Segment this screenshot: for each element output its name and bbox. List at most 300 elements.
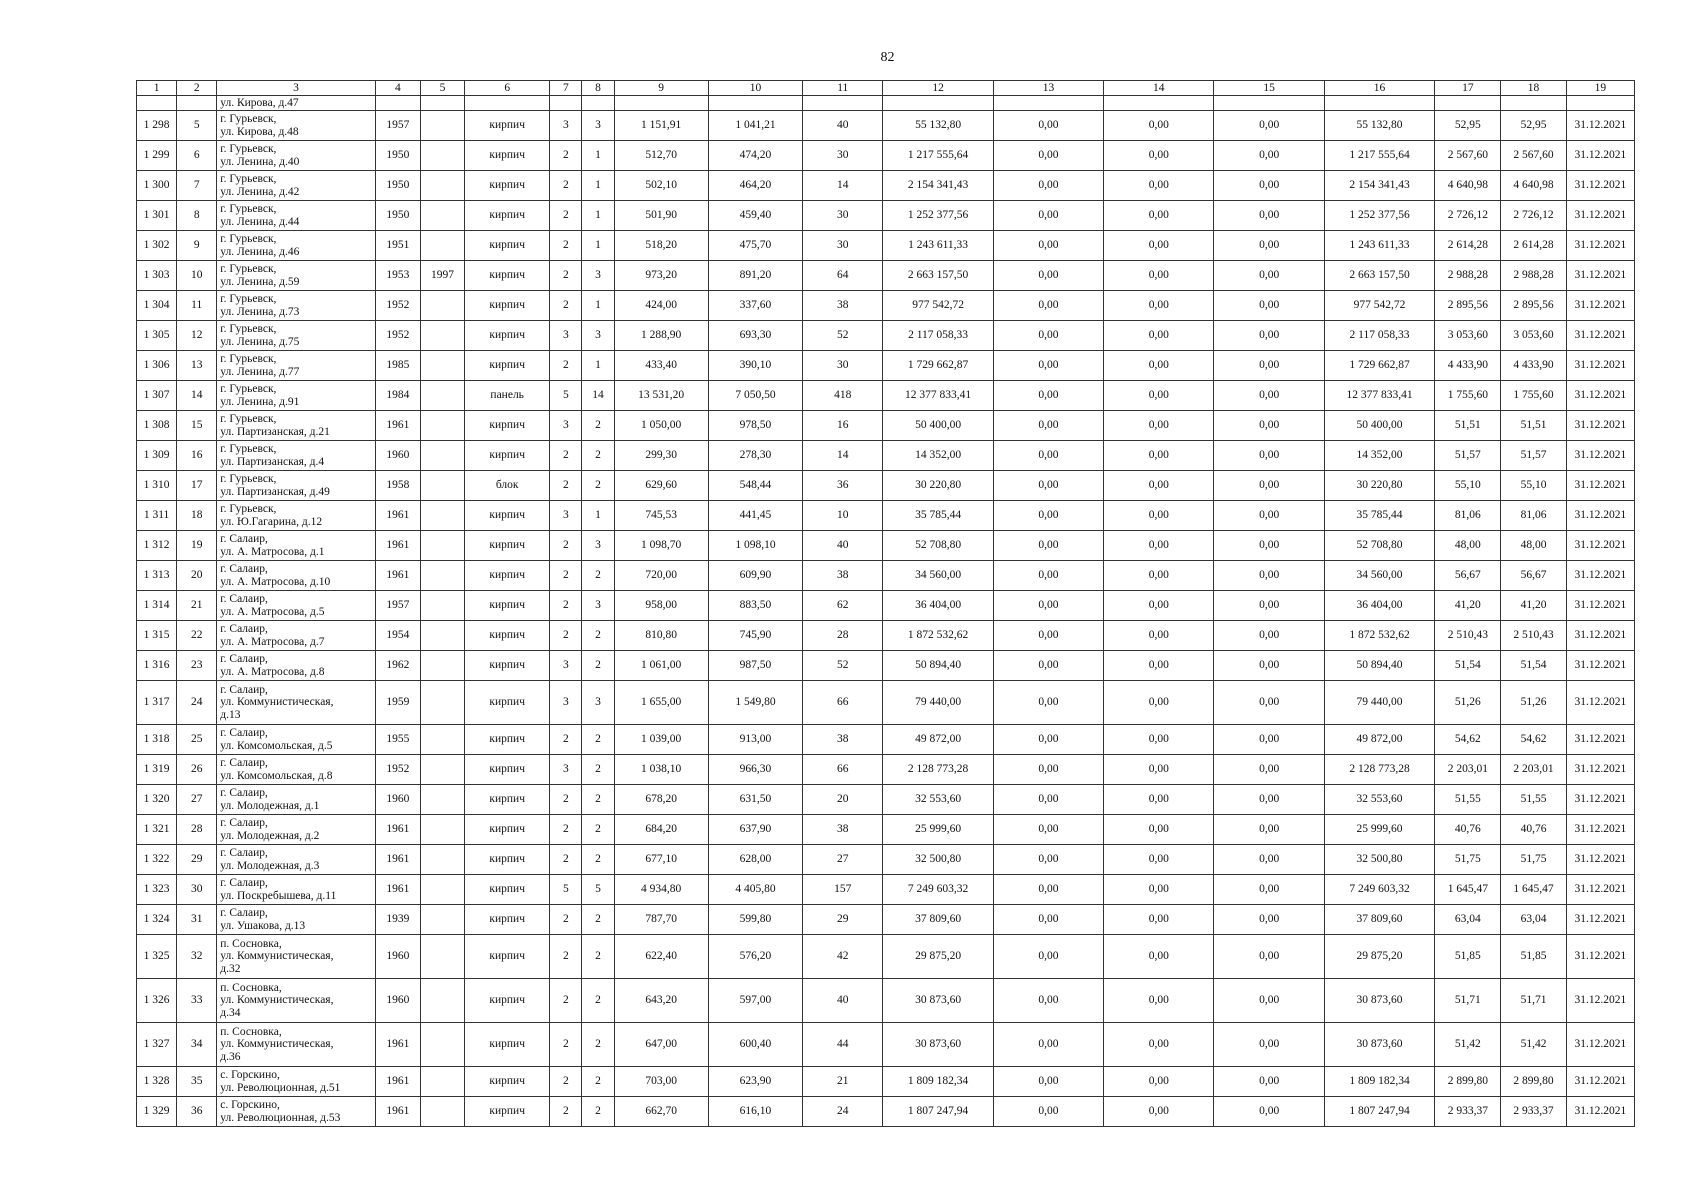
empty-cell xyxy=(803,96,883,111)
floors-cell: 2 xyxy=(550,561,582,591)
index-cell: 15 xyxy=(177,411,217,441)
reconstruction-year-cell xyxy=(420,471,464,501)
total-area-cell: 958,00 xyxy=(614,591,708,621)
total-area-cell: 1 098,70 xyxy=(614,531,708,561)
total-area-cell: 512,70 xyxy=(614,141,708,171)
total-cost-cell: 35 785,44 xyxy=(883,501,993,531)
address-line: ул. Молодежная, д.1 xyxy=(220,799,320,812)
address-line: п. Сосновка, xyxy=(220,982,282,995)
col16-cell: 25 999,60 xyxy=(1324,815,1434,845)
living-area-cell: 883,50 xyxy=(708,591,802,621)
reconstruction-year-cell xyxy=(420,351,464,381)
col14-cell: 0,00 xyxy=(1104,591,1214,621)
index-cell: 25 xyxy=(177,725,217,755)
address-line: ул. Кирова, д.47 xyxy=(220,96,299,109)
col15-cell: 0,00 xyxy=(1214,171,1324,201)
address-line: г. Салаир, xyxy=(220,787,268,800)
address-line: ул. Молодежная, д.2 xyxy=(220,829,320,842)
col14-cell: 0,00 xyxy=(1104,141,1214,171)
registry-number-cell: 1 312 xyxy=(137,531,177,561)
entrances-cell: 2 xyxy=(582,785,614,815)
col13-cell: 0,00 xyxy=(993,1067,1103,1097)
col14-cell: 0,00 xyxy=(1104,1023,1214,1067)
address-cell xyxy=(217,815,376,845)
col18-cell: 2 895,56 xyxy=(1501,291,1566,321)
entrances-cell: 2 xyxy=(582,979,614,1023)
floors-cell: 2 xyxy=(550,621,582,651)
living-area-cell: 1 549,80 xyxy=(708,681,802,725)
total-cost-cell: 1 252 377,56 xyxy=(883,201,993,231)
reconstruction-year-cell xyxy=(420,1023,464,1067)
reconstruction-year-cell xyxy=(420,411,464,441)
living-area-cell: 441,45 xyxy=(708,501,802,531)
table-row xyxy=(137,291,1635,321)
col17-cell: 2 614,28 xyxy=(1435,231,1501,261)
index-cell: 14 xyxy=(177,381,217,411)
entrances-cell: 2 xyxy=(582,651,614,681)
table-row xyxy=(137,935,1635,979)
deadline-cell: 31.12.2021 xyxy=(1566,351,1634,381)
address-cell xyxy=(217,1097,376,1127)
residents-cell: 30 xyxy=(803,201,883,231)
address-line: г. Салаир, xyxy=(220,684,268,697)
table-row xyxy=(137,905,1635,935)
col18-cell: 4 433,90 xyxy=(1501,351,1566,381)
address-line: ул. Ленина, д.73 xyxy=(220,305,300,318)
wall-material-cell: кирпич xyxy=(465,785,550,815)
col17-cell: 41,20 xyxy=(1435,591,1501,621)
col15-cell: 0,00 xyxy=(1214,471,1324,501)
index-cell: 21 xyxy=(177,591,217,621)
reconstruction-year-cell xyxy=(420,875,464,905)
col15-cell: 0,00 xyxy=(1214,875,1324,905)
col18-cell: 1 645,47 xyxy=(1501,875,1566,905)
col13-cell: 0,00 xyxy=(993,979,1103,1023)
residents-cell: 14 xyxy=(803,441,883,471)
year-built-cell: 1962 xyxy=(375,651,420,681)
reconstruction-year-cell xyxy=(420,681,464,725)
year-built-cell: 1961 xyxy=(375,1097,420,1127)
floors-cell: 3 xyxy=(550,651,582,681)
address-cell xyxy=(217,561,376,591)
deadline-cell: 31.12.2021 xyxy=(1566,621,1634,651)
year-built-cell: 1955 xyxy=(375,725,420,755)
reconstruction-year-cell xyxy=(420,785,464,815)
entrances-cell: 3 xyxy=(582,111,614,141)
total-area-cell: 745,53 xyxy=(614,501,708,531)
col17-cell: 51,75 xyxy=(1435,845,1501,875)
living-area-cell: 337,60 xyxy=(708,291,802,321)
address-cell xyxy=(217,351,376,381)
total-area-cell: 13 531,20 xyxy=(614,381,708,411)
floors-cell: 2 xyxy=(550,815,582,845)
total-cost-cell: 50 894,40 xyxy=(883,651,993,681)
col18-cell: 48,00 xyxy=(1501,531,1566,561)
col15-cell: 0,00 xyxy=(1214,531,1324,561)
deadline-cell: 31.12.2021 xyxy=(1566,291,1634,321)
col18-cell: 3 053,60 xyxy=(1501,321,1566,351)
residents-cell: 64 xyxy=(803,261,883,291)
address-line: г. Салаир, xyxy=(220,877,268,890)
deadline-cell: 31.12.2021 xyxy=(1566,591,1634,621)
wall-material-cell: кирпич xyxy=(465,875,550,905)
address-cell xyxy=(217,141,376,171)
reconstruction-year-cell xyxy=(420,905,464,935)
wall-material-cell: кирпич xyxy=(465,651,550,681)
entrances-cell: 1 xyxy=(582,291,614,321)
deadline-cell: 31.12.2021 xyxy=(1566,681,1634,725)
address-line: г. Гурьевск, xyxy=(220,383,277,396)
floors-cell: 2 xyxy=(550,725,582,755)
entrances-cell: 3 xyxy=(582,681,614,725)
address-line: ул. Ленина, д.59 xyxy=(220,275,300,288)
wall-material-cell: кирпич xyxy=(465,501,550,531)
residents-cell: 52 xyxy=(803,651,883,681)
table-row xyxy=(137,321,1635,351)
deadline-cell: 31.12.2021 xyxy=(1566,1097,1634,1127)
index-cell: 32 xyxy=(177,935,217,979)
residents-cell: 66 xyxy=(803,755,883,785)
total-cost-cell: 37 809,60 xyxy=(883,905,993,935)
column-number-header: 8 xyxy=(582,81,614,96)
registry-number-cell: 1 328 xyxy=(137,1067,177,1097)
year-built-cell: 1960 xyxy=(375,785,420,815)
table-row xyxy=(137,845,1635,875)
reconstruction-year-cell xyxy=(420,201,464,231)
residents-cell: 38 xyxy=(803,561,883,591)
floors-cell: 5 xyxy=(550,381,582,411)
col13-cell: 0,00 xyxy=(993,755,1103,785)
living-area-cell: 966,30 xyxy=(708,755,802,785)
total-area-cell: 677,10 xyxy=(614,845,708,875)
living-area-cell: 693,30 xyxy=(708,321,802,351)
total-area-cell: 433,40 xyxy=(614,351,708,381)
col14-cell: 0,00 xyxy=(1104,979,1214,1023)
wall-material-cell: кирпич xyxy=(465,141,550,171)
total-area-cell: 720,00 xyxy=(614,561,708,591)
col16-cell: 50 400,00 xyxy=(1324,411,1434,441)
continuation-row xyxy=(137,96,1635,111)
table-row xyxy=(137,621,1635,651)
floors-cell: 2 xyxy=(550,979,582,1023)
year-built-cell: 1951 xyxy=(375,231,420,261)
address-line: ул. Революционная, д.51 xyxy=(220,1081,341,1094)
residents-cell: 38 xyxy=(803,815,883,845)
empty-cell xyxy=(1214,96,1324,111)
column-number-header: 15 xyxy=(1214,81,1324,96)
col17-cell: 51,26 xyxy=(1435,681,1501,725)
registry-number-cell: 1 325 xyxy=(137,935,177,979)
residents-cell: 62 xyxy=(803,591,883,621)
residents-cell: 44 xyxy=(803,1023,883,1067)
col16-cell: 1 807 247,94 xyxy=(1324,1097,1434,1127)
address-line: ул. А. Матросова, д.1 xyxy=(220,545,325,558)
col17-cell: 2 510,43 xyxy=(1435,621,1501,651)
index-cell: 8 xyxy=(177,201,217,231)
col17-cell: 51,57 xyxy=(1435,441,1501,471)
address-cell xyxy=(217,755,376,785)
index-cell: 24 xyxy=(177,681,217,725)
reconstruction-year-cell xyxy=(420,815,464,845)
total-area-cell: 678,20 xyxy=(614,785,708,815)
col16-cell: 79 440,00 xyxy=(1324,681,1434,725)
col16-cell: 1 252 377,56 xyxy=(1324,201,1434,231)
col16-cell: 12 377 833,41 xyxy=(1324,381,1434,411)
col17-cell: 2 726,12 xyxy=(1435,201,1501,231)
living-area-cell: 4 405,80 xyxy=(708,875,802,905)
total-area-cell: 622,40 xyxy=(614,935,708,979)
total-area-cell: 299,30 xyxy=(614,441,708,471)
col13-cell: 0,00 xyxy=(993,1097,1103,1127)
floors-cell: 5 xyxy=(550,875,582,905)
address-line: г. Салаир, xyxy=(220,593,268,606)
col15-cell: 0,00 xyxy=(1214,351,1324,381)
col14-cell: 0,00 xyxy=(1104,231,1214,261)
address-line: ул. Партизанская, д.49 xyxy=(220,485,330,498)
index-cell: 36 xyxy=(177,1097,217,1127)
address-cell xyxy=(217,441,376,471)
deadline-cell: 31.12.2021 xyxy=(1566,875,1634,905)
col14-cell: 0,00 xyxy=(1104,321,1214,351)
registry-number-cell: 1 308 xyxy=(137,411,177,441)
col17-cell: 51,55 xyxy=(1435,785,1501,815)
entrances-cell: 5 xyxy=(582,875,614,905)
floors-cell: 2 xyxy=(550,261,582,291)
year-built-cell: 1950 xyxy=(375,171,420,201)
floors-cell: 2 xyxy=(550,471,582,501)
residents-cell: 38 xyxy=(803,725,883,755)
address-line: ул. Ушакова, д.13 xyxy=(220,919,306,932)
entrances-cell: 2 xyxy=(582,411,614,441)
col13-cell: 0,00 xyxy=(993,231,1103,261)
col18-cell: 2 614,28 xyxy=(1501,231,1566,261)
col18-cell: 4 640,98 xyxy=(1501,171,1566,201)
address-line: г. Гурьевск, xyxy=(220,293,277,306)
address-line: ул. А. Матросова, д.10 xyxy=(220,575,331,588)
reconstruction-year-cell xyxy=(420,755,464,785)
entrances-cell: 1 xyxy=(582,201,614,231)
col13-cell: 0,00 xyxy=(993,681,1103,725)
col16-cell: 2 154 341,43 xyxy=(1324,171,1434,201)
year-built-cell: 1984 xyxy=(375,381,420,411)
floors-cell: 2 xyxy=(550,1067,582,1097)
address-line: ул. Ленина, д.75 xyxy=(220,335,300,348)
floors-cell: 3 xyxy=(550,111,582,141)
col18-cell: 40,76 xyxy=(1501,815,1566,845)
col16-cell: 14 352,00 xyxy=(1324,441,1434,471)
wall-material-cell: кирпич xyxy=(465,725,550,755)
col14-cell: 0,00 xyxy=(1104,171,1214,201)
year-built-cell: 1952 xyxy=(375,291,420,321)
index-cell: 26 xyxy=(177,755,217,785)
living-area-cell: 576,20 xyxy=(708,935,802,979)
living-area-cell: 597,00 xyxy=(708,979,802,1023)
address-cell xyxy=(217,291,376,321)
wall-material-cell: кирпич xyxy=(465,351,550,381)
reconstruction-year-cell xyxy=(420,845,464,875)
col16-cell: 1 809 182,34 xyxy=(1324,1067,1434,1097)
col15-cell: 0,00 xyxy=(1214,725,1324,755)
reconstruction-year-cell: 1997 xyxy=(420,261,464,291)
address-cell xyxy=(217,785,376,815)
col16-cell: 55 132,80 xyxy=(1324,111,1434,141)
total-cost-cell: 1 807 247,94 xyxy=(883,1097,993,1127)
col14-cell: 0,00 xyxy=(1104,815,1214,845)
wall-material-cell: кирпич xyxy=(465,261,550,291)
col18-cell: 52,95 xyxy=(1501,111,1566,141)
page-number: 82 xyxy=(880,50,895,65)
floors-cell: 2 xyxy=(550,845,582,875)
col13-cell: 0,00 xyxy=(993,621,1103,651)
entrances-cell: 2 xyxy=(582,755,614,785)
living-area-cell: 628,00 xyxy=(708,845,802,875)
reconstruction-year-cell xyxy=(420,651,464,681)
index-cell: 12 xyxy=(177,321,217,351)
reconstruction-year-cell xyxy=(420,531,464,561)
table-row xyxy=(137,231,1635,261)
total-cost-cell: 2 128 773,28 xyxy=(883,755,993,785)
address-cell xyxy=(217,845,376,875)
wall-material-cell: кирпич xyxy=(465,441,550,471)
address-cell xyxy=(217,321,376,351)
address-cell xyxy=(217,96,376,111)
col18-cell: 2 933,37 xyxy=(1501,1097,1566,1127)
residents-cell: 29 xyxy=(803,905,883,935)
total-cost-cell: 12 377 833,41 xyxy=(883,381,993,411)
col18-cell: 2 988,28 xyxy=(1501,261,1566,291)
index-cell: 17 xyxy=(177,471,217,501)
deadline-cell: 31.12.2021 xyxy=(1566,111,1634,141)
residents-cell: 66 xyxy=(803,681,883,725)
column-number-row xyxy=(137,81,1635,96)
living-area-cell: 600,40 xyxy=(708,1023,802,1067)
year-built-cell: 1952 xyxy=(375,321,420,351)
address-line: ул. Партизанская, д.21 xyxy=(220,425,330,438)
index-cell: 34 xyxy=(177,1023,217,1067)
empty-cell xyxy=(582,96,614,111)
living-area-cell: 1 041,21 xyxy=(708,111,802,141)
col16-cell: 1 729 662,87 xyxy=(1324,351,1434,381)
residents-cell: 20 xyxy=(803,785,883,815)
registry-number-cell: 1 321 xyxy=(137,815,177,845)
empty-cell xyxy=(137,96,177,111)
address-line: г. Салаир, xyxy=(220,757,268,770)
empty-cell xyxy=(420,96,464,111)
col14-cell: 0,00 xyxy=(1104,471,1214,501)
registry-number-cell: 1 318 xyxy=(137,725,177,755)
address-line: д.34 xyxy=(220,1006,241,1019)
table-row xyxy=(137,111,1635,141)
col18-cell: 51,57 xyxy=(1501,441,1566,471)
col17-cell: 2 895,56 xyxy=(1435,291,1501,321)
address-cell xyxy=(217,111,376,141)
address-cell xyxy=(217,621,376,651)
col14-cell: 0,00 xyxy=(1104,935,1214,979)
empty-cell xyxy=(614,96,708,111)
total-cost-cell: 55 132,80 xyxy=(883,111,993,141)
col16-cell: 2 117 058,33 xyxy=(1324,321,1434,351)
living-area-cell: 390,10 xyxy=(708,351,802,381)
total-area-cell: 973,20 xyxy=(614,261,708,291)
total-area-cell: 787,70 xyxy=(614,905,708,935)
living-area-cell: 464,20 xyxy=(708,171,802,201)
col14-cell: 0,00 xyxy=(1104,501,1214,531)
col14-cell: 0,00 xyxy=(1104,1067,1214,1097)
wall-material-cell: кирпич xyxy=(465,979,550,1023)
floors-cell: 2 xyxy=(550,1097,582,1127)
col17-cell: 54,62 xyxy=(1435,725,1501,755)
address-line: г. Салаир, xyxy=(220,817,268,830)
col16-cell: 2 663 157,50 xyxy=(1324,261,1434,291)
col13-cell: 0,00 xyxy=(993,531,1103,561)
table-row xyxy=(137,141,1635,171)
wall-material-cell: кирпич xyxy=(465,171,550,201)
entrances-cell: 14 xyxy=(582,381,614,411)
residents-cell: 10 xyxy=(803,501,883,531)
entrances-cell: 2 xyxy=(582,471,614,501)
table-row xyxy=(137,501,1635,531)
col13-cell: 0,00 xyxy=(993,785,1103,815)
year-built-cell: 1960 xyxy=(375,935,420,979)
table-row xyxy=(137,201,1635,231)
col16-cell: 30 220,80 xyxy=(1324,471,1434,501)
total-cost-cell: 1 729 662,87 xyxy=(883,351,993,381)
empty-cell xyxy=(1104,96,1214,111)
deadline-cell: 31.12.2021 xyxy=(1566,561,1634,591)
col17-cell: 2 933,37 xyxy=(1435,1097,1501,1127)
deadline-cell: 31.12.2021 xyxy=(1566,531,1634,561)
registry-number-cell: 1 305 xyxy=(137,321,177,351)
year-built-cell: 1939 xyxy=(375,905,420,935)
col13-cell: 0,00 xyxy=(993,651,1103,681)
col17-cell: 40,76 xyxy=(1435,815,1501,845)
registry-number-cell: 1 313 xyxy=(137,561,177,591)
empty-cell xyxy=(1501,96,1566,111)
col15-cell: 0,00 xyxy=(1214,905,1324,935)
year-built-cell: 1961 xyxy=(375,501,420,531)
col15-cell: 0,00 xyxy=(1214,785,1324,815)
deadline-cell: 31.12.2021 xyxy=(1566,441,1634,471)
reconstruction-year-cell xyxy=(420,501,464,531)
address-cell xyxy=(217,1067,376,1097)
total-cost-cell: 32 500,80 xyxy=(883,845,993,875)
address-line: г. Салаир, xyxy=(220,653,268,666)
living-area-cell: 637,90 xyxy=(708,815,802,845)
col14-cell: 0,00 xyxy=(1104,621,1214,651)
deadline-cell: 31.12.2021 xyxy=(1566,785,1634,815)
year-built-cell: 1959 xyxy=(375,681,420,725)
deadline-cell: 31.12.2021 xyxy=(1566,935,1634,979)
col14-cell: 0,00 xyxy=(1104,351,1214,381)
col17-cell: 2 567,60 xyxy=(1435,141,1501,171)
deadline-cell: 31.12.2021 xyxy=(1566,845,1634,875)
total-area-cell: 502,10 xyxy=(614,171,708,201)
residents-cell: 36 xyxy=(803,471,883,501)
wall-material-cell: кирпич xyxy=(465,1097,550,1127)
index-cell: 22 xyxy=(177,621,217,651)
total-cost-cell: 25 999,60 xyxy=(883,815,993,845)
empty-cell xyxy=(177,96,217,111)
registry-number-cell: 1 311 xyxy=(137,501,177,531)
address-line: ул. Ленина, д.44 xyxy=(220,215,300,228)
year-built-cell: 1952 xyxy=(375,755,420,785)
entrances-cell: 2 xyxy=(582,1067,614,1097)
address-line: г. Гурьевск, xyxy=(220,143,277,156)
year-built-cell: 1958 xyxy=(375,471,420,501)
total-area-cell: 643,20 xyxy=(614,979,708,1023)
column-number-header: 3 xyxy=(217,81,376,96)
col16-cell: 49 872,00 xyxy=(1324,725,1434,755)
